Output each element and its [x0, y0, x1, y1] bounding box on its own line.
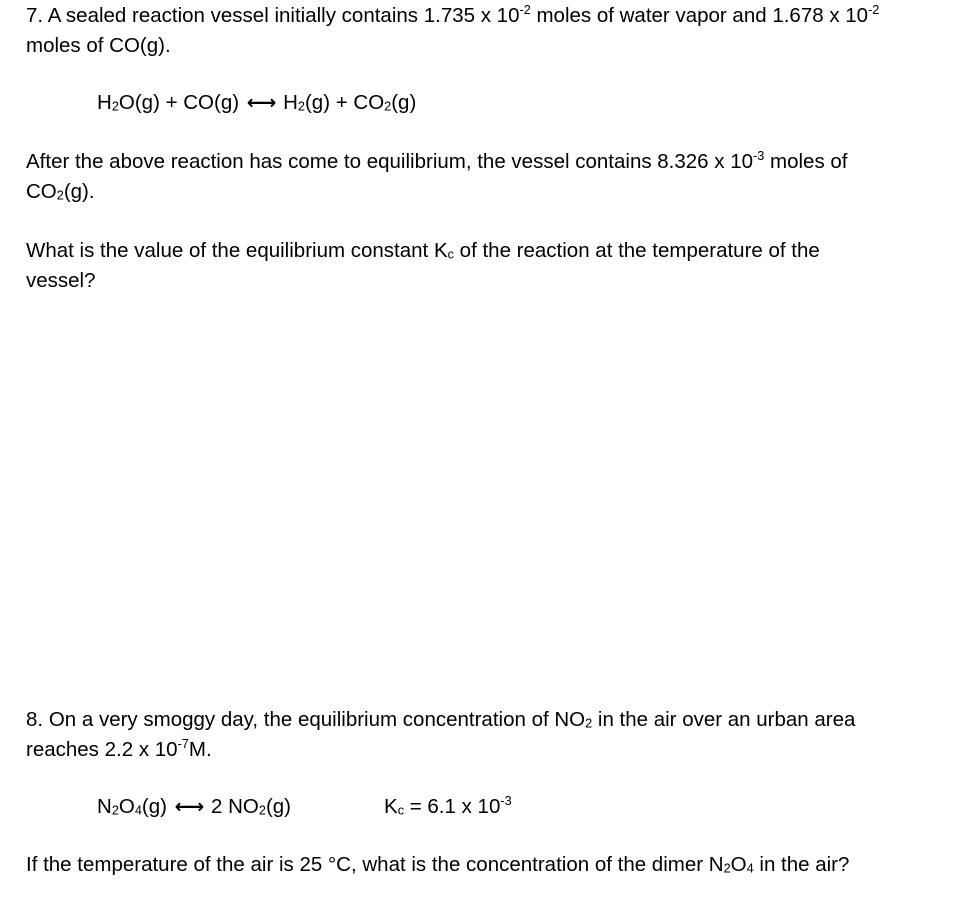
kc-value: = 6.1 x 10: [404, 795, 501, 818]
q7-eq-sub: 2: [56, 187, 64, 203]
equilibrium-arrow-icon: ←→: [174, 795, 202, 818]
question-7-prompt: [26, 236, 946, 296]
eq7-reactants: O(g) + CO(g): [118, 91, 245, 114]
q7-eq-text-2: moles of: [764, 150, 848, 173]
q7-prompt-kc-sub: c: [447, 246, 454, 262]
eq7-h-sub: 2: [111, 98, 119, 114]
q8-intro-text-4: M.: [188, 738, 212, 761]
q8-prompt-text-2: in the air?: [753, 853, 850, 876]
q7-intro-text-3: moles of CO(g).: [26, 34, 171, 57]
equilibrium-arrow-icon: ←→: [246, 91, 274, 114]
q8-intro-text-2: in the air over an urban area: [592, 708, 856, 731]
q8-prompt-o: O: [730, 853, 747, 876]
eq8-o: O: [118, 795, 135, 818]
question-8-intro: [26, 705, 946, 765]
eq7-h2: H: [277, 91, 298, 114]
eq7-h: H: [97, 91, 112, 114]
q7-eq-exponent: -3: [753, 148, 765, 164]
question-7-equation: [97, 88, 968, 118]
eq8-n: N: [97, 795, 112, 818]
q7-eq-text-1: After the above reaction has come to equilibrium, the vessel contains 8.326 x 10: [26, 150, 754, 173]
eq8-o-sub: 4: [134, 802, 142, 818]
q8-intro-sub: 2: [585, 715, 593, 731]
eq7-co: (g) + CO: [304, 91, 385, 114]
eq8-no2-sub: 2: [258, 802, 266, 818]
q7-exponent-2: -2: [868, 2, 880, 18]
q7-intro-text-1: A sealed reaction vessel initially contains 1.735 x 10: [47, 4, 520, 27]
question-7-equilibrium-statement: [26, 147, 946, 207]
q7-exponent-1: -2: [519, 2, 531, 18]
q7-eq-text-3: CO: [26, 180, 57, 203]
q7-prompt-text-1: What is the value of the equilibrium constant K: [26, 239, 448, 262]
q7-intro-text-2: moles of water vapor and 1.678 x 10: [530, 4, 869, 27]
eq7-products-end: (g): [391, 91, 417, 114]
question-8-prompt: [26, 850, 946, 880]
q8-intro-exponent: -7: [177, 736, 189, 752]
question-7-intro: [26, 1, 946, 61]
q7-prompt-text-3: vessel?: [26, 269, 96, 292]
kc-label: K: [384, 795, 398, 818]
question-8-kc-value: [384, 792, 512, 822]
eq8-product-state: (g): [265, 795, 291, 818]
q7-eq-text-4: (g).: [63, 180, 95, 203]
q7-prompt-text-2: of the reaction at the temperature of the: [453, 239, 820, 262]
eq7-co2-sub: 2: [384, 98, 392, 114]
kc-exponent: -3: [500, 793, 512, 809]
eq8-reactant-state: (g): [141, 795, 173, 818]
q8-prompt-sub-2: 4: [746, 860, 754, 876]
q8-prompt-text-1: If the temperature of the air is 25 °C, what is the concentration of the dimer N: [26, 853, 724, 876]
question-8-equation: [97, 792, 968, 822]
q8-intro-text-1: On a very smoggy day, the equilibrium concentration of NO: [48, 708, 586, 731]
q8-prompt-sub-1: 2: [723, 860, 731, 876]
q8-intro-text-3: reaches 2.2 x 10: [26, 738, 178, 761]
eq7-h2-sub: 2: [297, 98, 305, 114]
question-8-number: 8.: [26, 708, 44, 731]
eq8-no2: 2 NO: [205, 795, 259, 818]
kc-label-sub: c: [397, 802, 405, 818]
eq8-n-sub: 2: [111, 802, 119, 818]
question-7-number: 7.: [26, 4, 44, 27]
